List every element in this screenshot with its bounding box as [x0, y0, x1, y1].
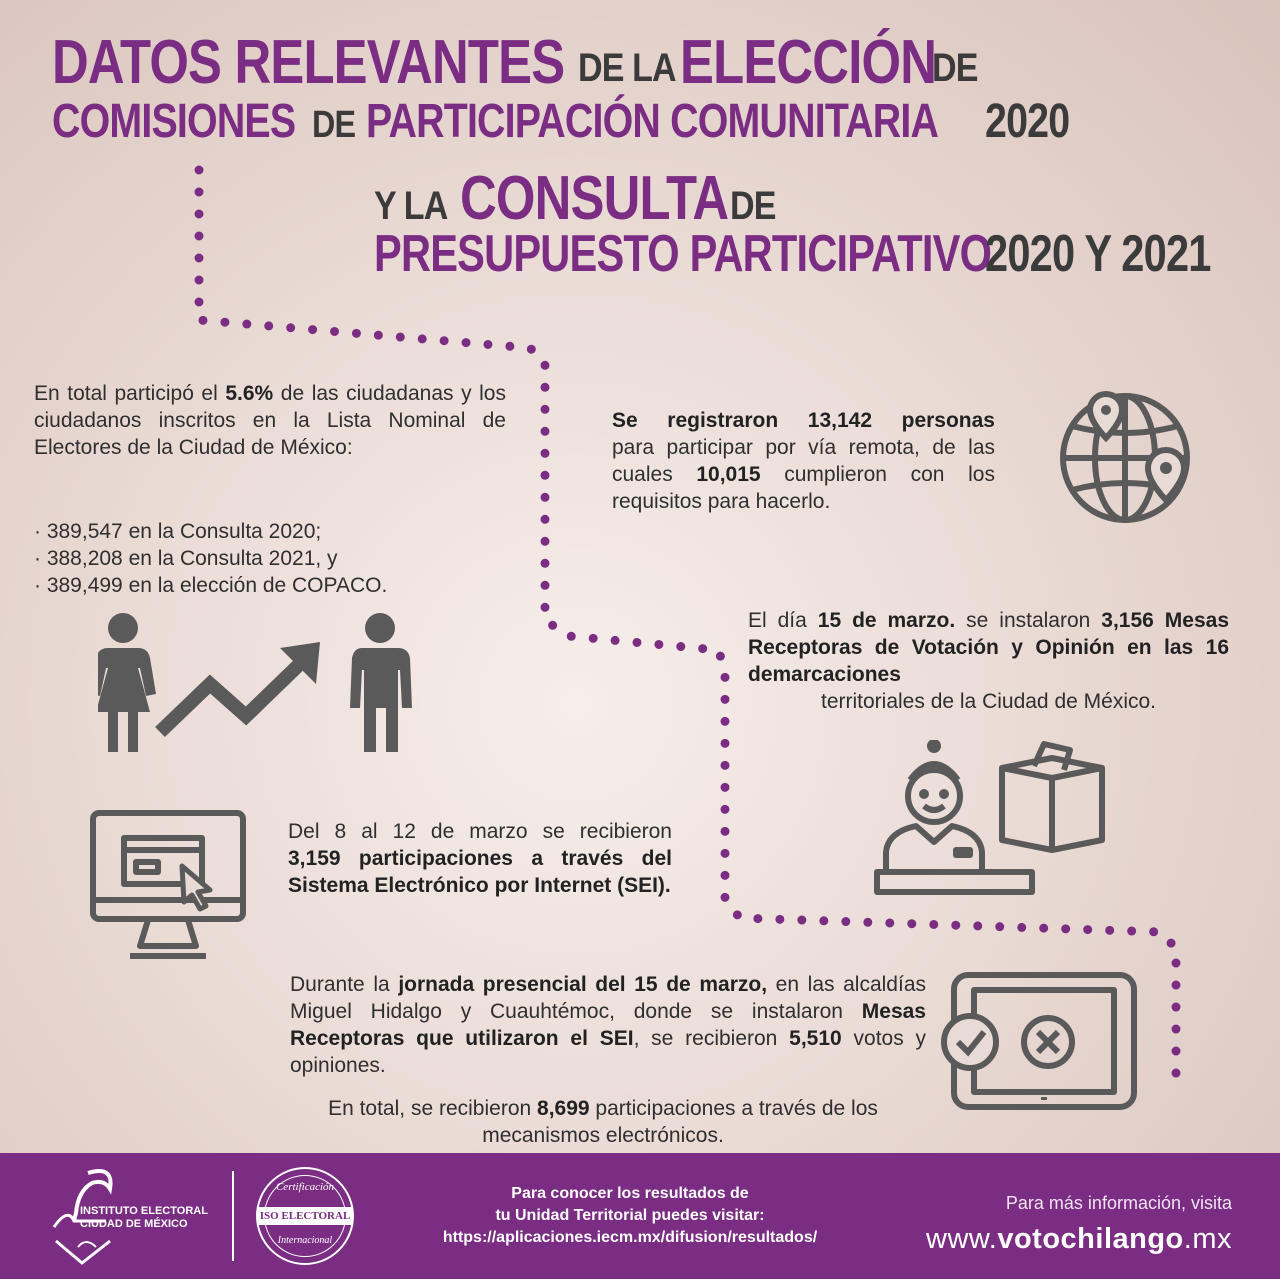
remote-number: 10,015	[696, 463, 761, 486]
title-years: 2020 Y 2021	[985, 225, 1211, 283]
list-item: · 389,547 en la Consulta 2020;	[34, 520, 322, 543]
title-de-3: DE	[730, 184, 776, 228]
footer-divider	[232, 1171, 234, 1261]
title-de-la: DE LA	[578, 46, 676, 90]
title-comisiones: COMISIONES	[52, 95, 296, 148]
remote-registration-text	[612, 407, 995, 515]
site-tld: .mx	[1183, 1223, 1232, 1255]
title-y-la: Y LA	[374, 184, 448, 228]
title-participacion: PARTICIPACIÓN COMUNITARIA	[366, 95, 939, 148]
mesas-installed-text	[748, 607, 1229, 715]
votochilango-link[interactable]	[926, 1223, 1232, 1256]
total-breakdown-list	[34, 518, 506, 599]
visit-line-2: tu Unidad Territorial puedes visitar:	[495, 1207, 765, 1224]
iso-top-text: Certificación	[275, 1181, 335, 1193]
mesas-p2: se instalaron	[966, 609, 1091, 632]
iso-bottom-text: Internacional	[277, 1235, 333, 1246]
title-de-1: DE	[932, 46, 978, 90]
title-eleccion: ELECCIÓN	[680, 28, 937, 97]
footer	[0, 1153, 1280, 1279]
mesas-date: 15 de marzo.	[817, 609, 956, 632]
more-info-text: Para más información, visita	[1005, 1193, 1232, 1213]
jornada-b2: Mesas Receptoras que utilizaron el SEI	[290, 1000, 926, 1050]
logo-line-2: CIUDAD DE MÉXICO	[80, 1218, 188, 1230]
results-link[interactable]: https://aplicaciones.iecm.mx/difusion/resultados/	[442, 1229, 818, 1246]
site-name: votochilango	[997, 1223, 1184, 1255]
remote-p1: Se registraron 13,142 personas	[612, 409, 995, 432]
sei-text	[288, 818, 672, 899]
people-growth-icon	[98, 612, 418, 754]
title-presupuesto: PRESUPUESTO PARTICIPATIVO	[374, 225, 992, 283]
poll-worker-ballot-icon	[874, 740, 1106, 896]
monitor-click-icon	[90, 810, 246, 962]
title-2020: 2020	[985, 95, 1070, 148]
visit-line-1: Para conocer los resultados de	[511, 1185, 749, 1202]
tablet-vote-icon	[940, 972, 1138, 1112]
iso-seal	[256, 1167, 354, 1265]
results-visit-text	[405, 1183, 855, 1249]
mesas-p1: El día	[748, 609, 807, 632]
total-p1: En total participó el	[34, 382, 218, 405]
logo-line-1: INSTITUTO ELECTORAL	[80, 1205, 208, 1217]
title-de-2: DE	[312, 104, 356, 146]
total-participation-text	[34, 380, 506, 461]
sei-bold: 3,159 participaciones a través del Sistema Electrónico por Internet (SEI).	[288, 847, 672, 897]
jornada-p2: en las alcaldías Miguel Hidalgo y Cuauhtémoc, donde se instalaron	[290, 973, 926, 1023]
title-consulta: CONSULTA	[460, 164, 729, 233]
globe-location-icon	[1058, 388, 1198, 526]
iecm-logo-text	[80, 1205, 208, 1231]
jornada-p1: Durante la	[290, 973, 390, 996]
jornada-text	[290, 971, 926, 1079]
total-p2: de las ciudadanas y los ciudadanos inscritos en la Lista Nominal de Electores de la Ciudad de México:	[34, 382, 506, 459]
jornada-b3: 5,510	[789, 1027, 842, 1050]
mesas-p3: territoriales de la Ciudad de México.	[821, 690, 1156, 713]
final-total-text	[278, 1095, 928, 1149]
list-item: · 389,499 en la elección de COPACO.	[34, 574, 388, 597]
title-datos-relevantes: DATOS RELEVANTES	[52, 28, 565, 97]
remote-p2: para participar por vía remota, de las cuales	[612, 436, 995, 486]
final-p1: En total, se recibieron	[328, 1097, 532, 1120]
list-item: · 388,208 en la Consulta 2021, y	[34, 547, 338, 570]
jornada-p4: votos y opiniones.	[290, 1027, 927, 1077]
iso-mid-text: ISO ELECTORAL	[258, 1207, 352, 1225]
site-www: www.	[926, 1223, 998, 1255]
total-percentage: 5.6%	[225, 382, 274, 405]
final-number: 8,699	[537, 1097, 590, 1120]
mesas-bold: 3,156 Mesas Receptoras de Votación y Opinión en las 16 demarcaciones	[748, 609, 1229, 686]
jornada-b1: jornada presencial del 15 de marzo,	[398, 973, 768, 996]
sei-p1: Del 8 al 12 de marzo se recibieron	[288, 820, 672, 843]
final-p2: participaciones a través de los mecanismos electrónicos.	[482, 1097, 878, 1147]
jornada-p3: , se recibieron	[633, 1027, 778, 1050]
remote-p3: cumplieron con los requisitos para hacerlo.	[612, 463, 995, 513]
